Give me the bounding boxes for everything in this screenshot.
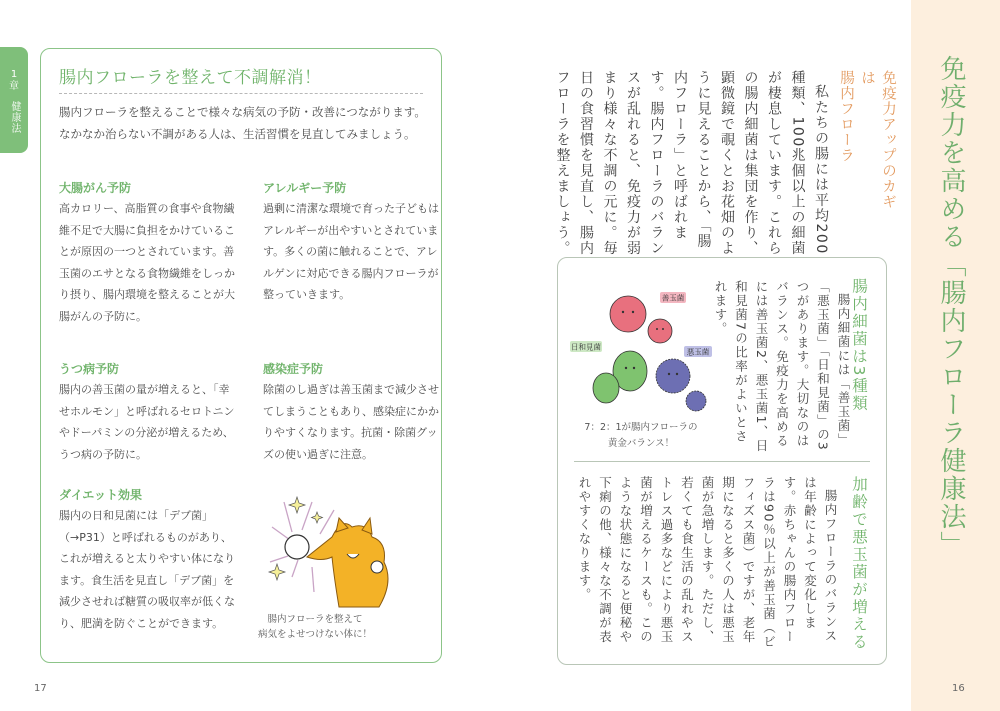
section-infection bbox=[263, 360, 443, 465]
chapter-label: 健康法 bbox=[9, 101, 20, 134]
section-heading-aging: 加齢で悪玉菌が増える bbox=[850, 476, 868, 651]
intro-line-1: 腸内フローラを整えることで様々な病気の予防・改善につながります。 bbox=[59, 105, 426, 119]
chapter-tab[interactable] bbox=[0, 47, 28, 153]
section-heading: ダイエット効果 bbox=[59, 488, 143, 502]
section-depression bbox=[59, 360, 239, 465]
section-heading: 感染症予防 bbox=[263, 362, 324, 376]
bacteria-illustration-caption bbox=[566, 420, 716, 452]
page-number-right: 16 bbox=[952, 683, 965, 694]
section-body: 高カロリー、高脂質の食事や食物繊維不足で大腸に負担をかけていることが原因の一つとされています。善玉菌のエサとなる食物繊維をしっかり摂り、腸内環境を整えることが大腸がんの予防に。 bbox=[59, 202, 235, 323]
section-body: 除菌のし過ぎは善玉菌まで減少させてしまうこともあり、感染症にかかりやすくなります。抗菌・除菌グッズの使い過ぎに注意。 bbox=[263, 383, 439, 461]
section-heading: アレルギー予防 bbox=[263, 181, 347, 195]
cat-punch-illustration bbox=[262, 492, 402, 612]
section-body: 過剰に清潔な環境で育った子どもはアレルギーが出やすいとされています。多くの菌に触れることで、アレルゲンに対応できる腸内フローラが整っていきます。 bbox=[263, 202, 439, 301]
section-body-three-types: 腸内細菌には「善玉菌」「悪玉菌」「日和見菌」の3つがあります。大切なのはバランス。免疫力を高めるには善玉菌2、悪玉菌1、日和見菌7の比率がよいとされます。 bbox=[713, 280, 851, 453]
section-heading: 大腸がん予防 bbox=[59, 181, 132, 195]
chapter-number: 1 bbox=[10, 69, 18, 80]
key-heading bbox=[835, 70, 898, 210]
bacteria-illustration bbox=[568, 276, 728, 416]
box-divider bbox=[574, 461, 870, 462]
label-good-bacteria: 善玉菌 bbox=[661, 293, 685, 303]
caption-line-1: 腸内フローラを整えて bbox=[267, 614, 363, 625]
section-heading: うつ病予防 bbox=[59, 362, 120, 376]
right-page bbox=[500, 0, 1000, 711]
section-body-aging: 腸内フローラのバランスは年齢によって変化します。赤ちゃんの腸内フローラは90％以上が善玉菌（ビフィズス菌）ですが、老年期になると多くの人は悪玉菌が急増します。ただし、若くても食生活の乱れやストレス過多などにより悪玉菌が増えるケースも。このような状態になると便秘や下痢の他、様々な不調が表れやすくなります。 bbox=[577, 476, 838, 649]
main-paragraph: 私たちの腸には平均200種類、100兆個以上の細菌が棲息しています。これらの腸内細菌は集団を作り、顕微鏡で覗くとお花畑のように見えることから、「腸内フローラ」と呼ばれます。腸内フローラのバランスが乱れると、免疫力が弱まり様々な不調の元に。毎日の食習慣を見直し、腸内フローラを整えましょう。 bbox=[554, 70, 829, 257]
key-heading-line-2: 腸内フローラ bbox=[838, 70, 854, 163]
intro-line-2: なかなか治らない不調がある人は、生活習慣を見直してみましょう。 bbox=[59, 127, 416, 141]
label-bad-bacteria: 悪玉菌 bbox=[686, 347, 710, 357]
page-title: 免疫力を高める「腸内フローラ健康法」 bbox=[936, 55, 966, 559]
box-intro bbox=[59, 101, 429, 145]
section-colon-cancer bbox=[59, 179, 239, 327]
section-body: 腸内の善玉菌の量が増えると、「幸せホルモン」と呼ばれるセロトニンやドーパミンの分泌が増えるため、うつ病の予防に。 bbox=[59, 383, 235, 461]
section-heading-three-types: 腸内細菌は3種類 bbox=[850, 278, 868, 413]
page-number-left: 17 bbox=[34, 683, 47, 694]
caption-line-1: 7：2：1が腸内フローラの bbox=[584, 422, 698, 433]
dashed-divider bbox=[59, 93, 423, 94]
key-heading-line-1: 免疫力アップのカギは bbox=[859, 70, 896, 210]
section-diet bbox=[59, 486, 239, 634]
box-title: 腸内フローラを整えて不調解消！ bbox=[59, 68, 322, 88]
label-neutral-bacteria: 日和見菌 bbox=[571, 342, 601, 352]
section-allergy bbox=[263, 179, 443, 306]
cat-illustration-caption bbox=[240, 612, 390, 642]
main-body-text bbox=[550, 70, 832, 260]
section-body: 腸内の日和見菌には「デブ菌」（→P31）と呼ばれるものがあり、これが増えると太りやすい体になります。食生活を見直し「デブ菌」を減少させれば糖質の吸収率が低くなり、肥満を防ぐことができます。 bbox=[59, 509, 235, 630]
caption-line-2: 黄金バランス！ bbox=[607, 438, 675, 449]
caption-line-2: 病気をよせつけない体に！ bbox=[257, 629, 372, 640]
bacteria-info-box bbox=[557, 257, 887, 665]
chapter-char: 章 bbox=[9, 81, 19, 92]
